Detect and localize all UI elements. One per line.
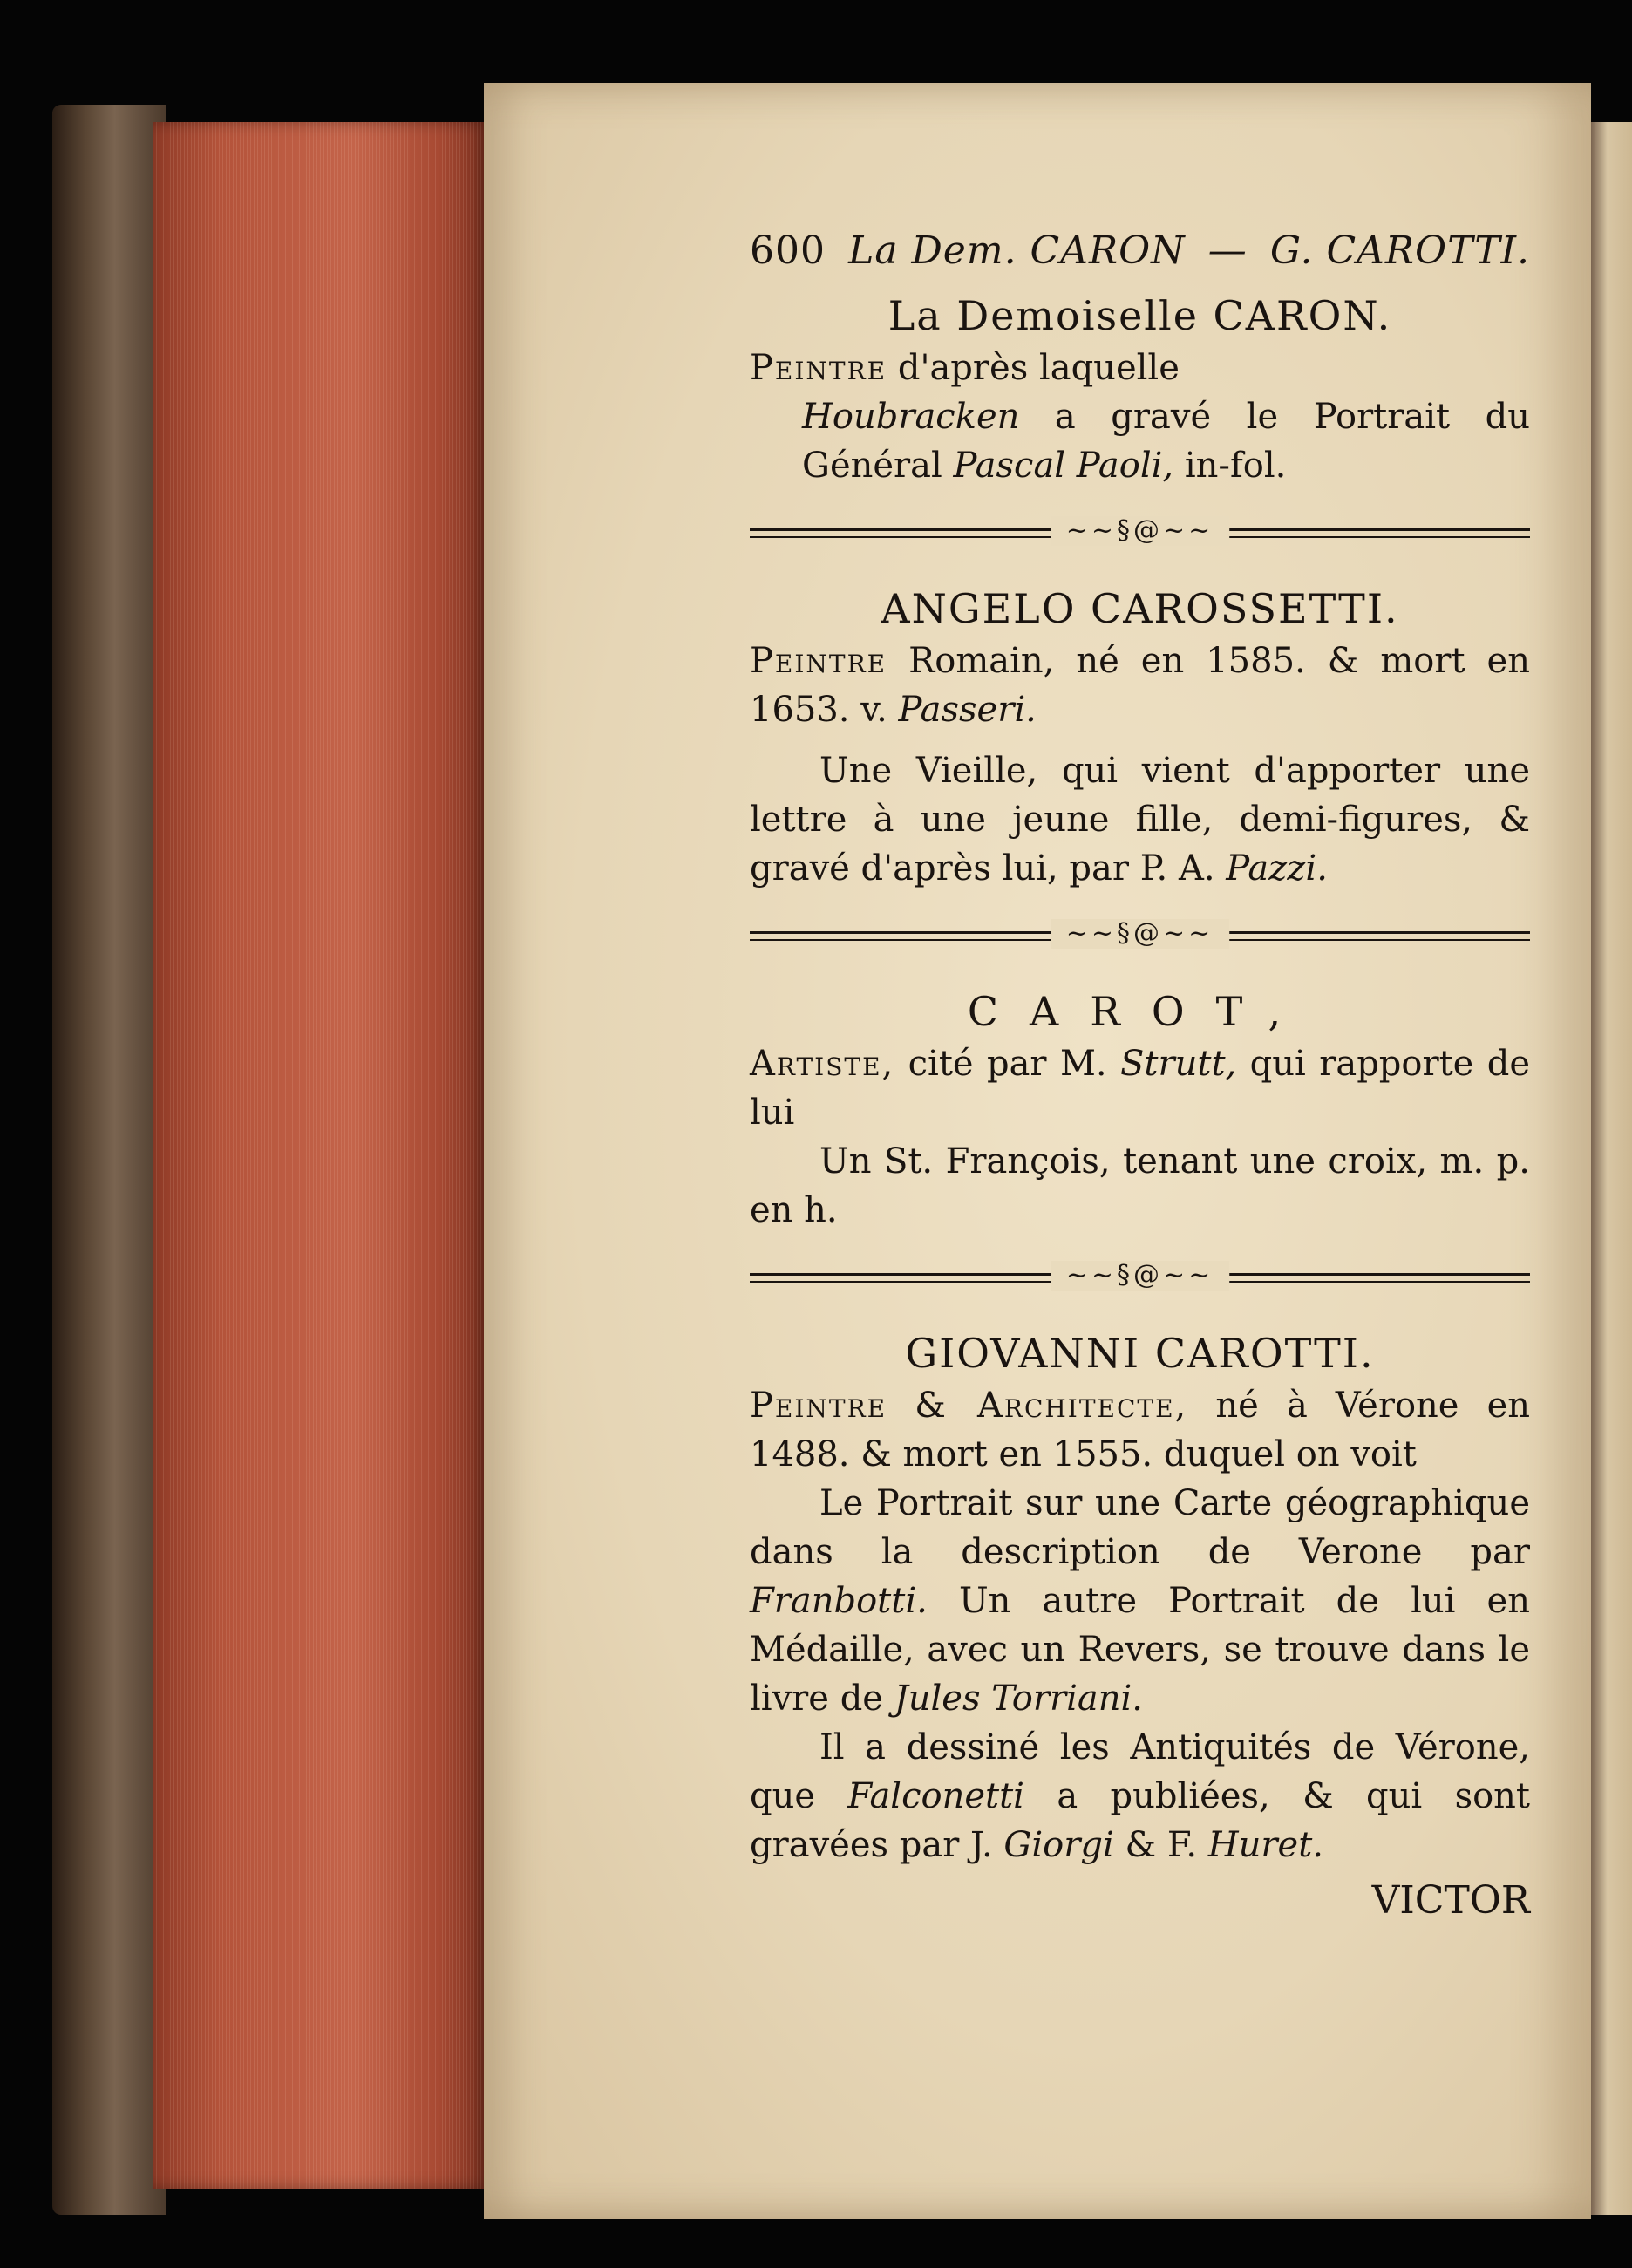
entry-title: GIOVANNI CAROTTI.: [905, 1330, 1375, 1377]
rule-ornament: ~~§@~~: [1051, 1261, 1230, 1291]
entry-work: [750, 392, 1530, 490]
lead-text: cité par M.: [908, 1044, 1107, 1084]
running-head-left: La Dem. CARON: [848, 228, 1186, 273]
running-head-separator: —: [1207, 228, 1248, 273]
rule-ornament: ~~§@~~: [1051, 919, 1230, 949]
lead-text: d'après laquelle: [897, 348, 1180, 388]
work-format: in-fol.: [1184, 446, 1287, 486]
para-text: & F.: [1125, 1825, 1198, 1865]
author-name: Franbotti.: [750, 1581, 928, 1621]
lead-word: Peintre: [750, 1386, 887, 1426]
leather-binding: [52, 105, 166, 2215]
running-head: [750, 227, 1530, 276]
page-number: 600: [750, 228, 826, 273]
engraver-name: Houbracken: [802, 397, 1020, 437]
ornament-rule: [750, 515, 1530, 546]
engraver-name: Giorgi: [1003, 1825, 1114, 1865]
entry-title: CAROT,: [967, 988, 1313, 1035]
lead-text: né à Vérone en 1488. & mort en 1555. duquel on voit: [750, 1386, 1531, 1475]
entry-paragraph-1: [750, 1479, 1530, 1723]
work-text: Un St. François, tenant une croix, m. p. en h.: [750, 1141, 1530, 1230]
entry-lead: [750, 637, 1530, 734]
engraver-name: Huret.: [1207, 1825, 1324, 1865]
work-text: Une Vieille, qui vient d'apporter une lettre à une jeune fille, demi-figures, & gravé d'après lui, par P. A.: [750, 751, 1530, 889]
entry-lead: [750, 1381, 1530, 1479]
entry-carossetti: [750, 581, 1530, 893]
entry-carotti: [750, 1325, 1530, 1870]
lead-reference: Passeri.: [898, 690, 1037, 730]
rule-ornament: ~~§@~~: [1051, 516, 1230, 546]
entry-paragraph-2: [750, 1723, 1530, 1870]
lead-profession: & Architecte,: [915, 1386, 1188, 1426]
lead-tail: qui rapporte de lui: [750, 1044, 1531, 1133]
entry-lead: [750, 344, 1530, 392]
cited-name: Strutt,: [1120, 1044, 1237, 1084]
facing-page: [1591, 122, 1632, 2215]
ornament-rule: [750, 1260, 1530, 1291]
para-text: a publiées, & qui sont gravées par J.: [750, 1776, 1531, 1865]
lead-word: Artiste,: [750, 1044, 895, 1084]
page-text: [750, 227, 1530, 1925]
entry-lead: [750, 1039, 1530, 1137]
entry-carot: [750, 984, 1530, 1235]
para-text: Il a dessiné les Antiquités de Vérone, que: [750, 1727, 1530, 1816]
work-text: a gravé le Portrait du Général: [802, 397, 1530, 486]
lead-word: Peintre: [750, 348, 887, 388]
entry-work: [750, 1137, 1530, 1235]
entry-title: ANGELO CAROSSETTI.: [881, 585, 1399, 632]
author-name: Jules Torriani.: [894, 1679, 1143, 1719]
subject-name: Pascal Paoli,: [953, 446, 1174, 486]
para-text: Un autre Portrait de lui en Médaille, avec un Revers, se trouve dans le livre de: [750, 1581, 1530, 1719]
lead-text: Romain, né en 1585. & mort en 1653. v.: [750, 641, 1530, 730]
catchword: VICTOR: [1371, 1878, 1530, 1923]
page-edges: [153, 122, 488, 2189]
entry-work: [750, 746, 1530, 893]
engraver-name: Pazzi.: [1226, 848, 1328, 889]
running-head-right: G. CAROTTI.: [1269, 228, 1530, 273]
para-text: Le Portrait sur une Carte géographique dans la description de Verone par: [750, 1483, 1530, 1572]
lead-word: Peintre: [750, 641, 887, 681]
entry-title: La Demoiselle CARON.: [887, 292, 1392, 339]
entry-caron: [750, 288, 1530, 490]
ornament-rule: [750, 918, 1530, 949]
publisher-name: Falconetti: [847, 1776, 1024, 1816]
